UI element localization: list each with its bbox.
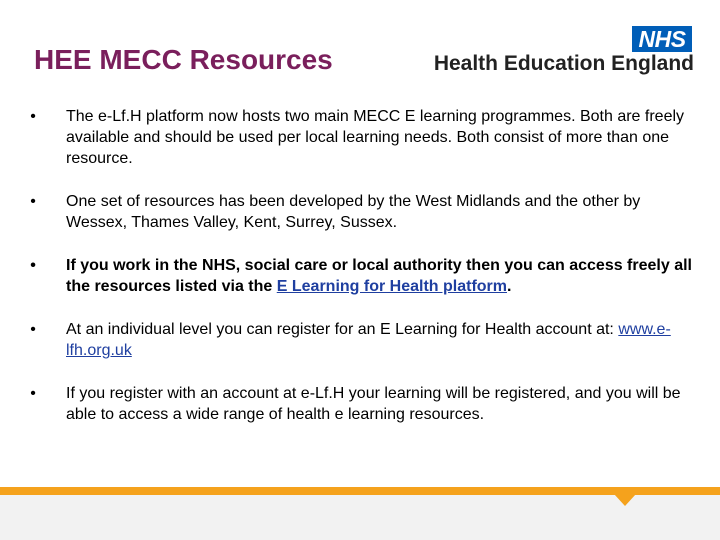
bullet-marker: • xyxy=(30,193,36,210)
bullet-text: One set of resources has been developed by the West Midlands and the other by Wessex, Thames Valley, Kent, Surrey, Sussex. xyxy=(66,193,641,231)
bullet-item xyxy=(28,383,700,425)
bullet-item xyxy=(28,255,700,297)
bullet-marker: • xyxy=(30,385,36,402)
bullet-marker: • xyxy=(30,321,36,338)
slide-title: HEE MECC Resources xyxy=(34,44,333,75)
footer-area xyxy=(0,495,720,540)
elfh-website-link[interactable]: www.e-lfh.org.uk xyxy=(66,321,671,359)
footer-notch xyxy=(614,494,636,506)
bullet-text: The e-Lf.H platform now hosts two main MECC E learning programmes. Both are freely available and should be used per local learning needs. Both consist of more than one resource. xyxy=(66,108,685,167)
bullet-text: If you work in the NHS, social care or local authority then you can access freely all the resources listed via the xyxy=(66,257,692,295)
hee-logo xyxy=(433,26,694,78)
nhs-logo-badge: NHS xyxy=(632,26,692,52)
bullet-list xyxy=(28,106,700,447)
bullet-item xyxy=(28,319,700,361)
elfh-platform-link[interactable]: E Learning for Health platform xyxy=(276,278,507,295)
footer-bar xyxy=(0,487,720,495)
bullet-item xyxy=(28,106,700,169)
bullet-text: If you register with an account at e-Lf.H your learning will be registered, and you will be able to access a wide range of health e learning resources. xyxy=(66,385,681,423)
bullet-item xyxy=(28,191,700,233)
bullet-marker: • xyxy=(30,257,36,274)
organisation-name: Health Education England xyxy=(433,52,694,75)
bullet-text-end: . xyxy=(507,278,512,295)
bullet-marker: • xyxy=(30,108,36,125)
bullet-text: At an individual level you can register for an E Learning for Health account at: xyxy=(66,321,619,338)
